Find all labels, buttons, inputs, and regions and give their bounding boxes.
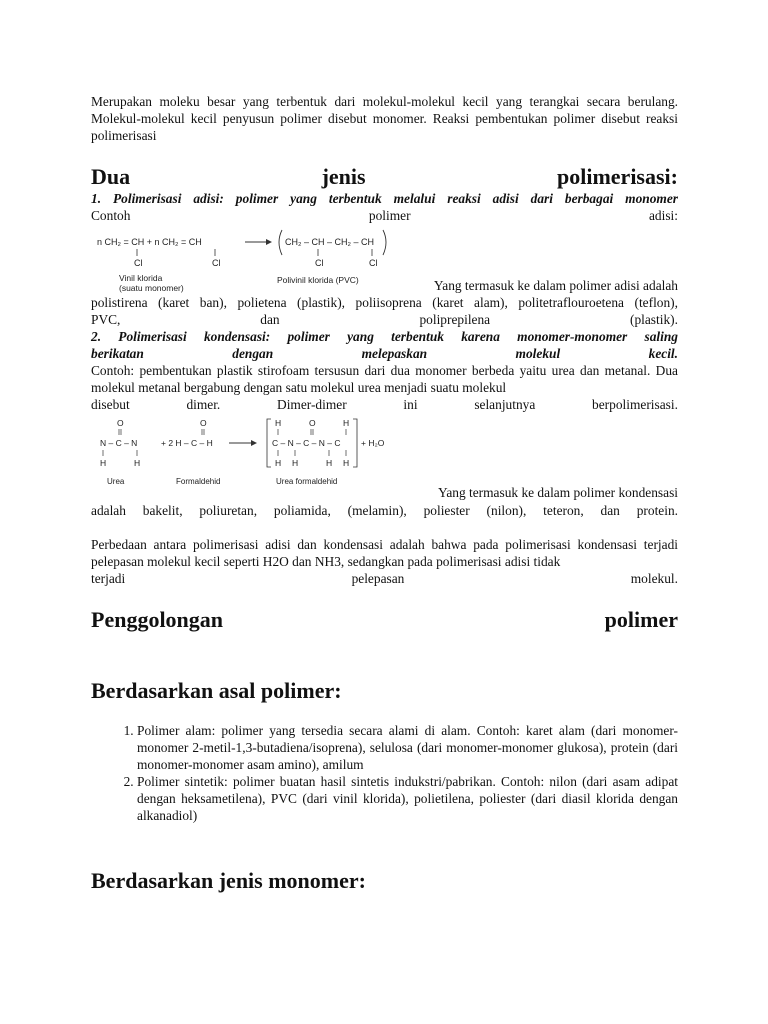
kondensasi-text-2 xyxy=(91,396,678,413)
svg-text:+ 2 H – C – H: + 2 H – C – H xyxy=(161,438,213,448)
adisi-text-2: polistirena (karet ban), polietena (plastik), poliisoprena (karet alam), politetraflouroetena (teflon), xyxy=(91,295,678,310)
perbedaan-last-line xyxy=(91,570,678,587)
reactant-formula: n CH₂ = CH + n CH₂ = CH xyxy=(97,237,202,247)
svg-text:H: H xyxy=(275,458,282,468)
label-urea-formaldehid: Urea formaldehid xyxy=(276,477,338,486)
heading-asal-polimer: Berdasarkan asal polimer: xyxy=(91,678,342,703)
adisi-text-1: Yang termasuk ke dalam polimer adisi adalah xyxy=(433,278,678,293)
adisi-contoh-line xyxy=(91,207,678,224)
svg-text:H: H xyxy=(343,458,350,468)
word: selanjutnya xyxy=(474,397,536,412)
word: dengan xyxy=(232,346,274,361)
adisi-title: 1. Polimerisasi adisi: polimer yang terbentuk melalui reaksi adisi dari berbagai monomer xyxy=(91,191,678,206)
asal-list xyxy=(91,722,678,824)
svg-text:N – C – N: N – C – N xyxy=(100,438,138,448)
label-pvc: Polivinil klorida (PVC) xyxy=(277,275,359,285)
word: poliprepilena xyxy=(419,312,491,327)
svg-text:H: H xyxy=(134,458,141,468)
cl-label: Cl xyxy=(212,258,221,268)
word: molekul. xyxy=(630,571,678,586)
word: polimer xyxy=(368,208,411,223)
word: dimer. xyxy=(186,397,221,412)
label-urea: Urea xyxy=(107,477,125,486)
svg-text:H: H xyxy=(100,458,107,468)
kondensasi-text-3: Yang termasuk ke dalam polimer kondensasi xyxy=(438,485,678,500)
heading-dua-jenis xyxy=(91,164,678,190)
svg-text:C – N – C – N – C: C – N – C – N – C xyxy=(272,438,341,448)
heading-word: polimerisasi: xyxy=(557,164,678,189)
word: (plastik). xyxy=(629,312,678,327)
word: Contoh xyxy=(91,208,131,223)
svg-text:O: O xyxy=(117,418,124,428)
kondensasi-title-2 xyxy=(91,345,678,362)
heading-jenis-monomer: Berdasarkan jenis monomer: xyxy=(91,868,366,893)
word: pelepasan xyxy=(351,571,405,586)
word: dan xyxy=(260,312,280,327)
word: melepaskan xyxy=(361,346,428,361)
word: adisi: xyxy=(648,208,678,223)
urea-formaldehyde-diagram xyxy=(91,417,391,489)
perbedaan-paragraph: Perbedaan antara polimerisasi adisi dan kondensasi adalah bahwa pada polimerisasi kondensasi terjadi pelepasan molekul kecil seperti H2O dan NH3, sedangkan pada polimerisasi adisi tidak xyxy=(91,537,678,569)
heading-word: Penggolongan xyxy=(91,607,224,632)
word: Dimer-dimer xyxy=(277,397,347,412)
word: ini xyxy=(403,397,418,412)
product-formula: CH₂ – CH – CH₂ – CH xyxy=(285,237,375,247)
kondensasi-text-4: adalah bakelit, poliuretan, poliamida, (melamin), poliester (nilon), teteron, dan protein. xyxy=(91,503,678,518)
list-item: 1. Polimer alam: polimer yang tersedia secara alami di alam. Contoh: karet alam (dari monomer-monomer 2-metil-1,3-butadiena/isoprena), selulosa (dari monomer-monomer glukosa), protein (dari monomer-monomer asam amino), amilum xyxy=(137,722,678,773)
adisi-figure xyxy=(91,224,678,294)
kondensasi-figure xyxy=(91,413,678,502)
word: molekul xyxy=(515,346,561,361)
svg-text:H: H xyxy=(275,418,282,428)
kondensasi-title-1: 2. Polimerisasi kondensasi: polimer yang terbentuk karena monomer-monomer saling xyxy=(91,329,678,344)
list-item: 2. Polimer sintetik: polimer buatan hasil sintetis indukstri/pabrikan. Contoh: nilon (dari asam adipat dengan heksametilena), PVC (dari vinil klorida), polietilena, poliester (dari diasil klorida dengan alkanadiol) xyxy=(137,773,678,824)
cl-label: Cl xyxy=(369,258,378,268)
cl-label: Cl xyxy=(315,258,324,268)
svg-text:O: O xyxy=(200,418,207,428)
adisi-text-3 xyxy=(91,311,678,328)
word: PVC, xyxy=(91,312,121,327)
word: kecil. xyxy=(648,346,678,361)
label-vinil: Vinil klorida xyxy=(119,273,163,283)
kondensasi-text-1: Contoh: pembentukan plastik stirofoam tersusun dari dua monomer berbeda yaitu urea dan metanal. Dua molekul metanal bergabung dengan satu molekul urea menjadi suatu molekul xyxy=(91,363,678,395)
pvc-reaction-diagram xyxy=(91,228,391,294)
heading-penggolongan xyxy=(91,607,678,633)
svg-text:H: H xyxy=(326,458,333,468)
label-formaldehid: Formaldehid xyxy=(176,477,221,486)
svg-text:O: O xyxy=(309,418,316,428)
svg-text:H: H xyxy=(343,418,350,428)
word: disebut xyxy=(91,397,130,412)
word: berpolimerisasi. xyxy=(592,397,678,412)
heading-word: polimer xyxy=(604,607,678,632)
document-page xyxy=(91,93,678,894)
heading-word: Dua xyxy=(91,164,131,189)
intro-paragraph: Merupakan moleku besar yang terbentuk dari molekul-molekul kecil yang terangkai secara berulang. Molekul-molekul kecil penyusun polimer disebut monomer. Reaksi pembentukan polimer disebut reaksi polimerisasi xyxy=(91,94,678,143)
svg-text:+ H₂O: + H₂O xyxy=(361,438,385,448)
svg-text:H: H xyxy=(292,458,299,468)
cl-label: Cl xyxy=(134,258,143,268)
heading-word: jenis xyxy=(321,164,366,189)
word: terjadi xyxy=(91,571,126,586)
word: berikatan xyxy=(91,346,144,361)
label-monomer: (suatu monomer) xyxy=(119,283,184,293)
